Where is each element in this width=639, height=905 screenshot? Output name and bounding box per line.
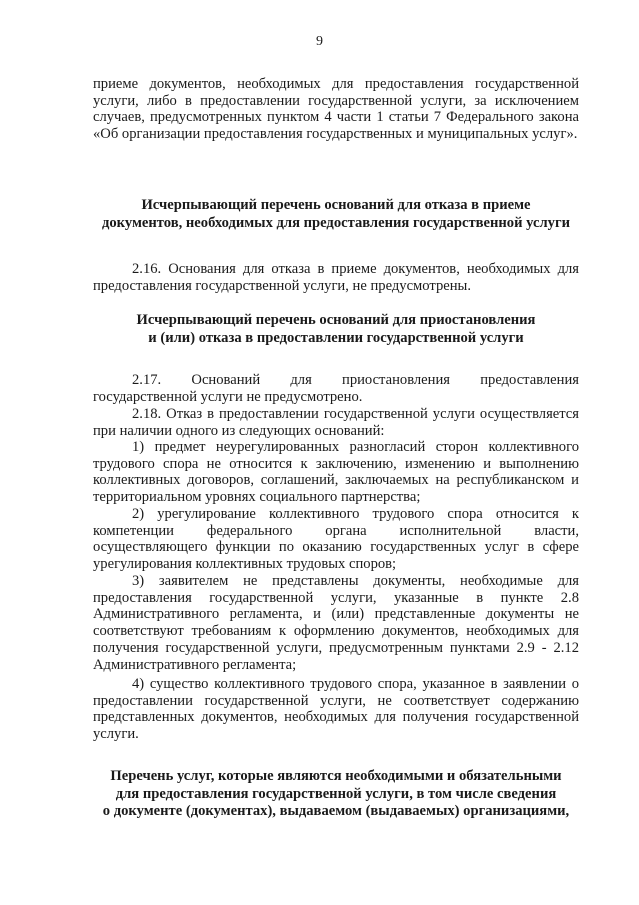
paragraph-2-17: 2.17. Оснований для приостановления предоставления государственной услуги не предусмотрено. [93, 372, 579, 405]
heading-line: о документе (документах), выдаваемом (выдаваемых) организациями, [102, 803, 570, 819]
paragraph-item-1: 1) предмет неурегулированных разногласий сторон коллективного трудового спора не относится к заключению, изменению и выполнению коллективных договоров, соглашений, заключаемых на республиканском и территориальном уровнях социального партнерства; [93, 439, 579, 506]
heading-suspension-refusal [93, 312, 579, 347]
paragraph-2-16: 2.16. Основания для отказа в приеме документов, необходимых для предоставления государственной услуги, не предусмотрены. [93, 261, 579, 294]
heading-required-services [93, 768, 579, 821]
heading-refusal-reception [93, 197, 579, 232]
heading-line: документов, необходимых для предоставления государственной услуги [102, 214, 570, 231]
heading-line: Перечень услуг, которые являются необходимыми и обязательными [110, 768, 562, 784]
heading-line: для предоставления государственной услуги, в том числе сведения [115, 785, 557, 802]
heading-line: и (или) отказа в предоставлении государственной услуги [148, 329, 524, 346]
heading-line: Исчерпывающий перечень оснований для отказа в приеме [141, 197, 531, 213]
paragraph-item-2: 2) урегулирование коллективного трудового спора относится к компетенции федерального органа исполнительной власти, осуществляющего функции по оказанию государственных услуг в сфере урегулирования коллективных трудовых споров; [93, 506, 579, 573]
paragraph-intro: приеме документов, необходимых для предоставления государственной услуги, либо в предоставлении государственной услуги, за исключением случаев, предусмотренных пунктом 4 части 1 статьи 7 Федерального закона «Об организации предоставления государственных и муниципальных услуг». [93, 76, 579, 143]
heading-line: Исчерпывающий перечень оснований для приостановления [136, 312, 536, 328]
page-number: 9 [316, 34, 323, 49]
paragraph-item-4: 4) существо коллективного трудового спора, указанное в заявлении о предоставлении государственной услуги, не соответствует содержанию представленных документов, необходимых для получения государственной услуги. [93, 676, 579, 743]
paragraph-2-18: 2.18. Отказ в предоставлении государственной услуги осуществляется при наличии одного из следующих оснований: [93, 406, 579, 439]
paragraph-item-3: 3) заявителем не представлены документы, необходимые для предоставления государственной услуги, указанные в пункте 2.8 Административного регламента, и (или) представленные документы не соответствуют требованиям к оформлению документов, необходимых для получения государственной услуги, предусмотренным пунктами 2.9 - 2.12 Административного регламента; [93, 573, 579, 673]
